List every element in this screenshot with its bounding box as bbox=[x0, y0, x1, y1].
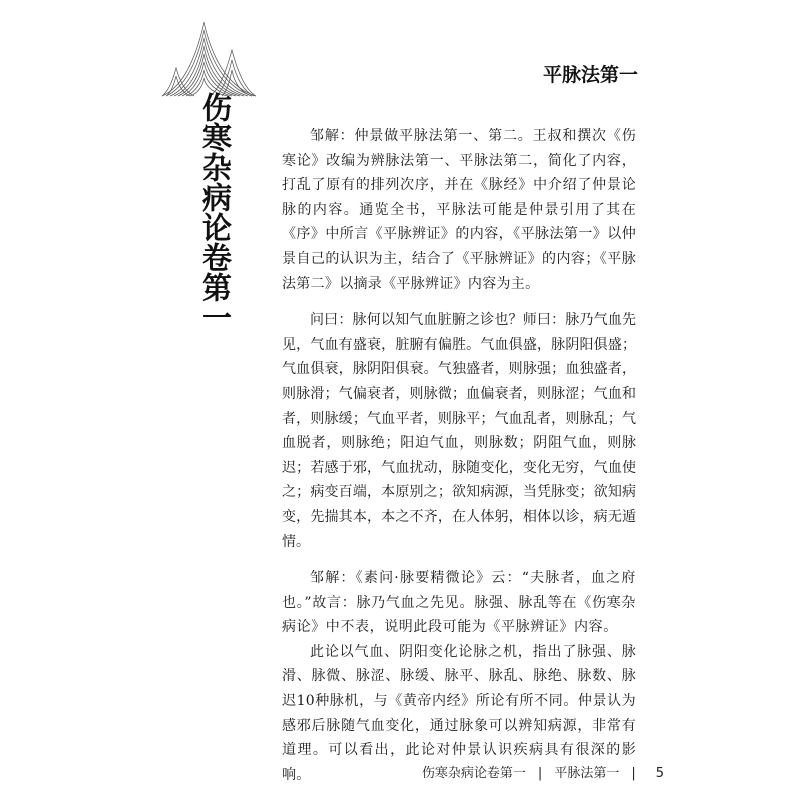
footer-separator: | bbox=[631, 766, 636, 781]
commentary-paragraph: 邹解：仲景做平脉法第一、第二。王叔和撰次《伤寒论》改编为辨脉法第一、平脉法第二，简化了内容，打乱了原有的排列次序，并在《脉经》中介绍了仲景论脉的内容。通览全书，平脉法可能是仲景引用了其在《序》中所言《平脉辨证》的内容，《平脉法第一》以仲景自己的认识为主，结合了《平脉辨证》的内容；《平脉法第二》以摘录《平脉辨证》内容为主。 bbox=[282, 128, 636, 292]
book-title-vertical: 伤寒杂病论卷第一 bbox=[196, 92, 231, 332]
footer-section-title: 平脉法第一 bbox=[554, 766, 620, 781]
page-number: 5 bbox=[655, 766, 664, 781]
page-footer bbox=[422, 762, 664, 781]
footer-book-title: 伤寒杂病论卷第一 bbox=[421, 766, 526, 781]
commentary-paragraph: 邹解：《素问·脉要精微论》云：“夫脉者，血之府也。”故言：脉乃气血之先见。脉强、脉乱等在《伤寒杂病论》中不表，说明此段可能为《平脉辨证》内容。 bbox=[282, 570, 636, 636]
commentary-paragraph: 此论以气血、阴阳变化论脉之机，指出了脉强、脉滑、脉微、脉涩、脉缓、脉平、脉乱、脉绝、脉数、脉迟10种脉机，与《黄帝内经》所论有所不同。仲景认为感邪后脉随气血变化，通过脉象可以辨知病源，非常有道理。可以看出，此论对仲景认识疾病具有很深的影响。 bbox=[282, 643, 636, 783]
classic-text-paragraph: 问曰：脉何以知气血脏腑之诊也？师曰：脉乃气血先见，气血有盛衰，脏腑有偏胜。气血俱盛，脉阴阳俱盛；气血俱衰，脉阴阳俱衰。气独盛者，则脉强；血独盛者，则脉滑；气偏衰者，则脉微；血偏衰者，则脉涩；气血和者，则脉缓；气血平者，则脉平；气血乱者，则脉乱；气血脱者，则脉绝；阳迫气血，则脉数；阴阻气血，则脉迟；若感于邪，气血扰动，脉随变化，变化无穷，气血使之；病变百端，本原别之；欲知病源，当凭脉变；欲知病变，先揣其本，本之不齐，在人体躬，相体以诊，病无遁情。 bbox=[282, 312, 636, 550]
section-title: 平脉法第一 bbox=[542, 64, 638, 86]
mountain-lines-icon bbox=[160, 14, 258, 98]
footer-separator: | bbox=[537, 766, 543, 781]
main-text bbox=[282, 124, 636, 787]
